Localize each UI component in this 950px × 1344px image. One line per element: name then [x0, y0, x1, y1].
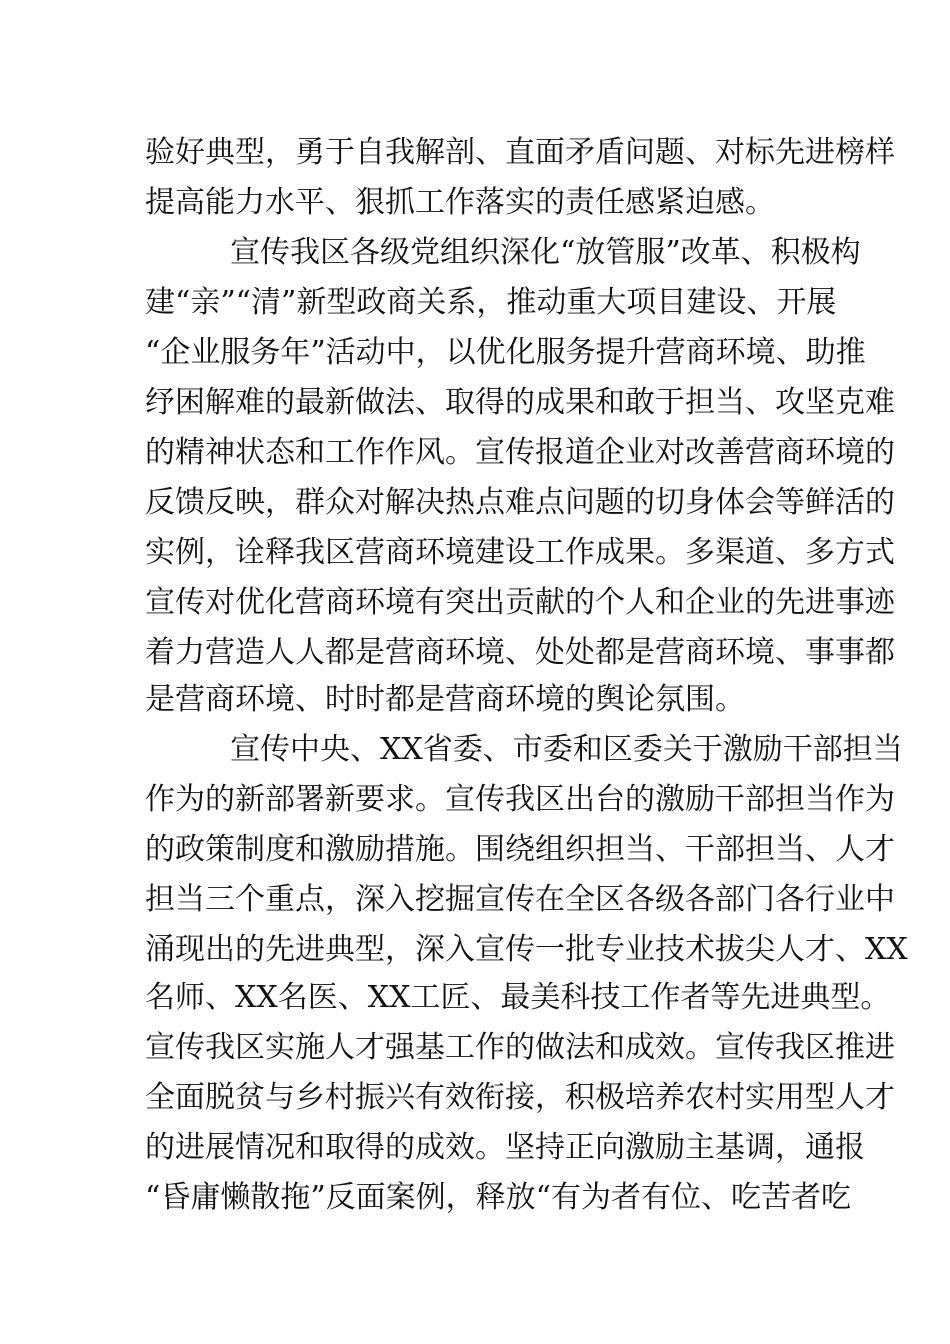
- text-line: 纾困解难的最新做法、取得的成果和敢于担当、攻坚克难: [145, 385, 895, 420]
- text-line: 全面脱贫与乡村振兴有效衔接，积极培养农村实用型人才: [145, 1080, 895, 1115]
- text-line: 宣传我区实施人才强基工作的做法和成效。宣传我区推进: [145, 1030, 895, 1065]
- text-line: 宣传对优化营商环境有突出贡献的个人和企业的先进事迹: [145, 585, 895, 620]
- text-line: 的精神状态和工作作风。宣传报道企业对改善营商环境的: [145, 435, 895, 470]
- text-line: 的进展情况和取得的成效。坚持正向激励主基调，通报: [145, 1130, 865, 1165]
- text-line: 建“亲”“清”新型政商关系，推动重大项目建设、开展: [145, 285, 837, 320]
- text-line: 是营商环境、时时都是营商环境的舆论氛围。: [145, 682, 745, 717]
- paragraph-start-line: 宣传我区各级党组织深化“放管服”改革、积极构: [230, 235, 861, 270]
- paragraph-start-line: 宣传中央、XX省委、市委和区委关于激励干部担当: [230, 732, 903, 767]
- text-line: 涌现出的先进典型，深入宣传一批专业技术拔尖人才、XX: [145, 932, 908, 967]
- text-line: 名师、XX名医、XX工匠、最美科技工作者等先进典型。: [145, 980, 891, 1015]
- text-line: 验好典型，勇于自我解剖、直面矛盾问题、对标先进榜样: [145, 135, 895, 170]
- text-line: 作为的新部署新要求。宣传我区出台的激励干部担当作为: [145, 782, 895, 817]
- text-line: 提高能力水平、狠抓工作落实的责任感紧迫感。: [145, 185, 775, 220]
- text-line: 的政策制度和激励措施。围绕组织担当、干部担当、人才: [145, 832, 895, 867]
- text-line: 着力营造人人都是营商环境、处处都是营商环境、事事都: [145, 635, 895, 670]
- text-line: 反馈反映，群众对解决热点难点问题的切身体会等鲜活的: [145, 485, 895, 520]
- text-line: 实例，诠释我区营商环境建设工作成果。多渠道、多方式: [145, 535, 895, 570]
- text-line: 担当三个重点，深入挖掘宣传在全区各级各部门各行业中: [145, 882, 895, 917]
- text-line: “昏庸懒散拖”反面案例，释放“有为者有位、吃苦者吃: [145, 1180, 852, 1215]
- text-line: “企业服务年”活动中，以优化服务提升营商环境、助推: [145, 335, 866, 370]
